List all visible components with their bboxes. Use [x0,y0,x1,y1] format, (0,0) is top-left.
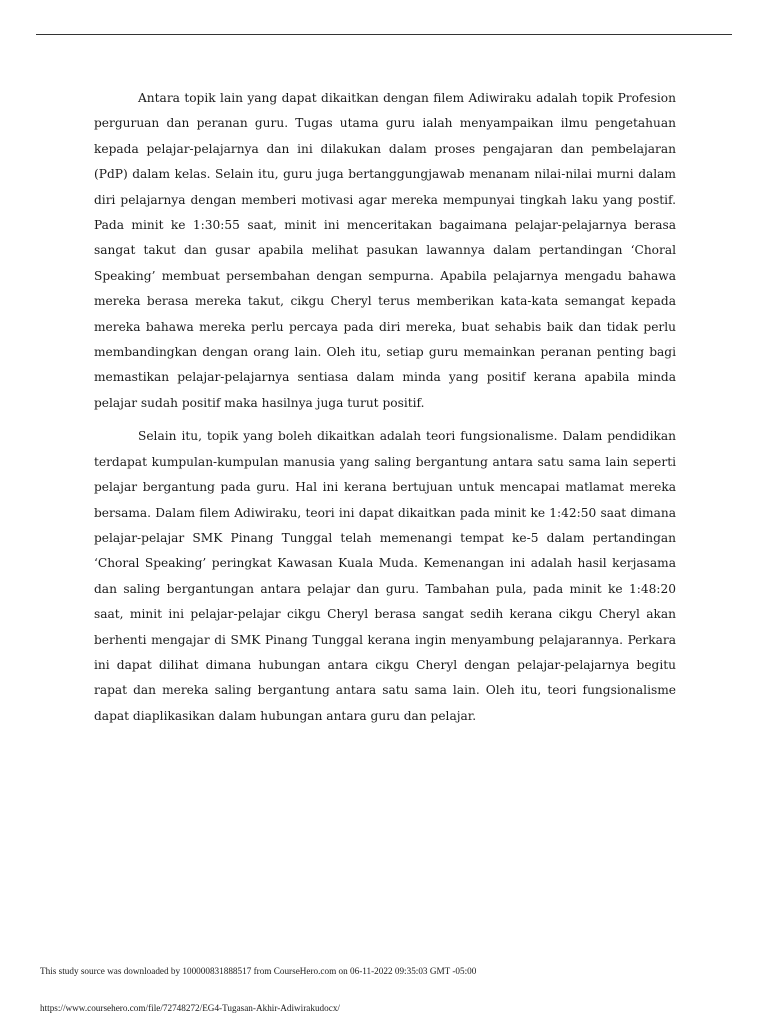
header-rule [36,34,732,35]
source-url[interactable]: https://www.coursehero.com/file/72748272/EG4-Tugasan-Akhir-Adiwirakudocx/ [40,1003,340,1013]
download-notice: This study source was downloaded by 100000831888517 from CourseHero.com on 06-11-2022 09:35:03 GMT -05:00 [40,966,477,976]
paragraph-profesion-perguruan: Antara topik lain yang dapat dikaitkan dengan filem Adiwiraku adalah topik Profesion perguruan dan peranan guru. Tugas utama guru ialah menyampaikan ilmu pengetahuan kepada pelajar-pelajarnya dan ini dilakukan dalam proses pengajaran dan pembelajaran (PdP) dalam kelas. Selain itu, guru juga bertanggungjawab menanam nilai-nilai murni dalam diri pelajarnya dengan memberi motivasi agar mereka mempunyai tingkah laku yang postif. Pada minit ke 1:30:55 saat, minit ini menceritakan bagaimana pelajar-pelajarnya berasa sangat takut dan gusar apabila melihat pasukan lawannya dalam pertandingan ‘Choral Speaking’ membuat persembahan dengan sempurna. Apabila pelajarnya mengadu bahawa mereka berasa mereka takut, cikgu Cheryl terus memberikan kata-kata semangat kepada mereka bahawa mereka perlu percaya pada diri mereka, buat sehabis baik dan tidak perlu membandingkan dengan orang lain. Oleh itu, setiap guru memainkan peranan penting bagi memastikan pelajar-pelajarnya sentiasa dalam minda yang positif kerana apabila minda pelajar sudah positif maka hasilnya juga turut positif. [94,91,676,410]
document-body [94,86,676,729]
paragraph-teori-fungsionalisme: Selain itu, topik yang boleh dikaitkan adalah teori fungsionalisme. Dalam pendidikan terdapat kumpulan-kumpulan manusia yang saling bergantung antara satu sama lain seperti pelajar bergantung pada guru. Hal ini kerana bertujuan untuk mencapai matlamat mereka bersama. Dalam filem Adiwiraku, teori ini dapat dikaitkan pada minit ke 1:42:50 saat dimana pelajar-pelajar SMK Pinang Tunggal telah memenangi tempat ke-5 dalam pertandingan ‘Choral Speaking’ peringkat Kawasan Kuala Muda. Kemenangan ini adalah hasil kerjasama dan saling bergantungan antara pelajar dan guru. Tambahan pula, pada minit ke 1:48:20 saat, minit ini pelajar-pelajar cikgu Cheryl berasa sangat sedih kerana cikgu Cheryl akan berhenti mengajar di SMK Pinang Tunggal kerana ingin menyambung pelajarannya. Perkara ini dapat dilihat dimana hubungan antara cikgu Cheryl dengan pelajar-pelajarnya begitu rapat dan mereka saling bergantung antara satu sama lain. Oleh itu, teori fungsionalisme dapat diaplikasikan dalam hubungan antara guru dan pelajar. [94,429,676,723]
